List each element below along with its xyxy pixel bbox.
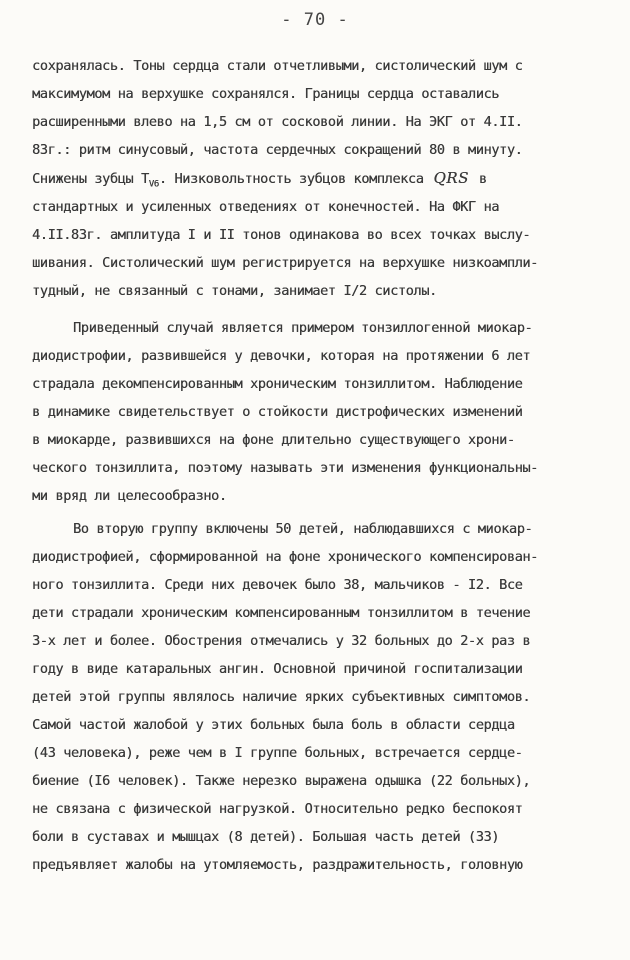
text-line: биение (I6 человек). Также нерезко выражена одышка (22 больных), [32,773,531,789]
line-text-a: Снижены зубцы Т [32,171,149,187]
text-line: ческого тонзиллита, поэтому называть эти изменения функциональны- [32,460,538,476]
text-line: сохранялась. Тоны сердца стали отчетливыми, систолический шум с [32,58,523,74]
text-line: расширенными влево на 1,5 см от сосковой линии. На ЭКГ от 4.II. [32,114,523,130]
line-text-c: в [478,171,487,187]
text-line: стандартных и усиленных отведениях от конечностей. На ФКГ на [32,199,500,215]
text-line: Самой частой жалобой у этих больных была боль в области сердца [32,717,515,733]
text-line: ного тонзиллита. Среди них девочек было 38, мальчиков - I2. Все [32,577,523,593]
line-subscript: V6 [148,179,159,190]
text-line: 83г.: ритм синусовый, частота сердечных сокращений 80 в минуту. [32,142,523,158]
text-line: Во вторую группу включены 50 детей, наблюдавшихся с миокар- [73,521,533,537]
text-line: боли в суставах и мышцах (8 детей). Большая часть детей (33) [32,829,500,845]
text-line: году в виде катаральных ангин. Основной причиной госпитализации [32,661,523,677]
text-line: диодистрофией, сформированной на фоне хронического компенсирован- [32,549,538,565]
text-line: диодистрофии, развившейся у девочки, которая на протяжении 6 лет [32,348,531,364]
text-line: шивания. Систолический шум регистрируется на верхушке низкоампли- [32,255,538,271]
text-line: максимумом на верхушке сохранялся. Границы сердца оставались [32,86,500,102]
text-line: дети страдали хроническим компенсированным тонзиллитом в течение [32,605,531,621]
text-line: Приведенный случай является примером тонзиллогенной миокар- [73,320,533,336]
text-line: 4.II.83г. амплитуда I и II тонов одинакова во всех точках выслу- [32,227,531,243]
text-line: в миокарде, развившихся на фоне длительно существующего хрони- [32,432,515,448]
text-line: детей этой группы являлось наличие ярких субъективных симптомов. [32,689,531,705]
text-line: (43 человека), реже чем в I группе больных, встречается сердце- [32,745,523,761]
line-text-b: . Низковольтность зубцов комплекса [158,171,424,187]
text-line [32,169,487,188]
handwritten-annotation: QRS [433,169,469,187]
page-number: - 70 - [281,10,349,30]
text-line: предъявляет жалобы на утомляемость, раздражительность, головную [32,857,523,873]
text-line: в динамике свидетельствует о стойкости дистрофических изменений [32,404,523,420]
text-line: страдала декомпенсированным хроническим тонзиллитом. Наблюдение [32,376,523,392]
text-line: тудный, не связанный с тонами, занимает I/2 систолы. [32,283,437,299]
text-line: не связана с физической нагрузкой. Относительно редко беспокоят [32,801,523,817]
text-line: ми вряд ли целесообразно. [32,488,227,504]
text-line: 3-х лет и более. Обострения отмечались у 32 больных до 2-х раз в [32,633,531,649]
